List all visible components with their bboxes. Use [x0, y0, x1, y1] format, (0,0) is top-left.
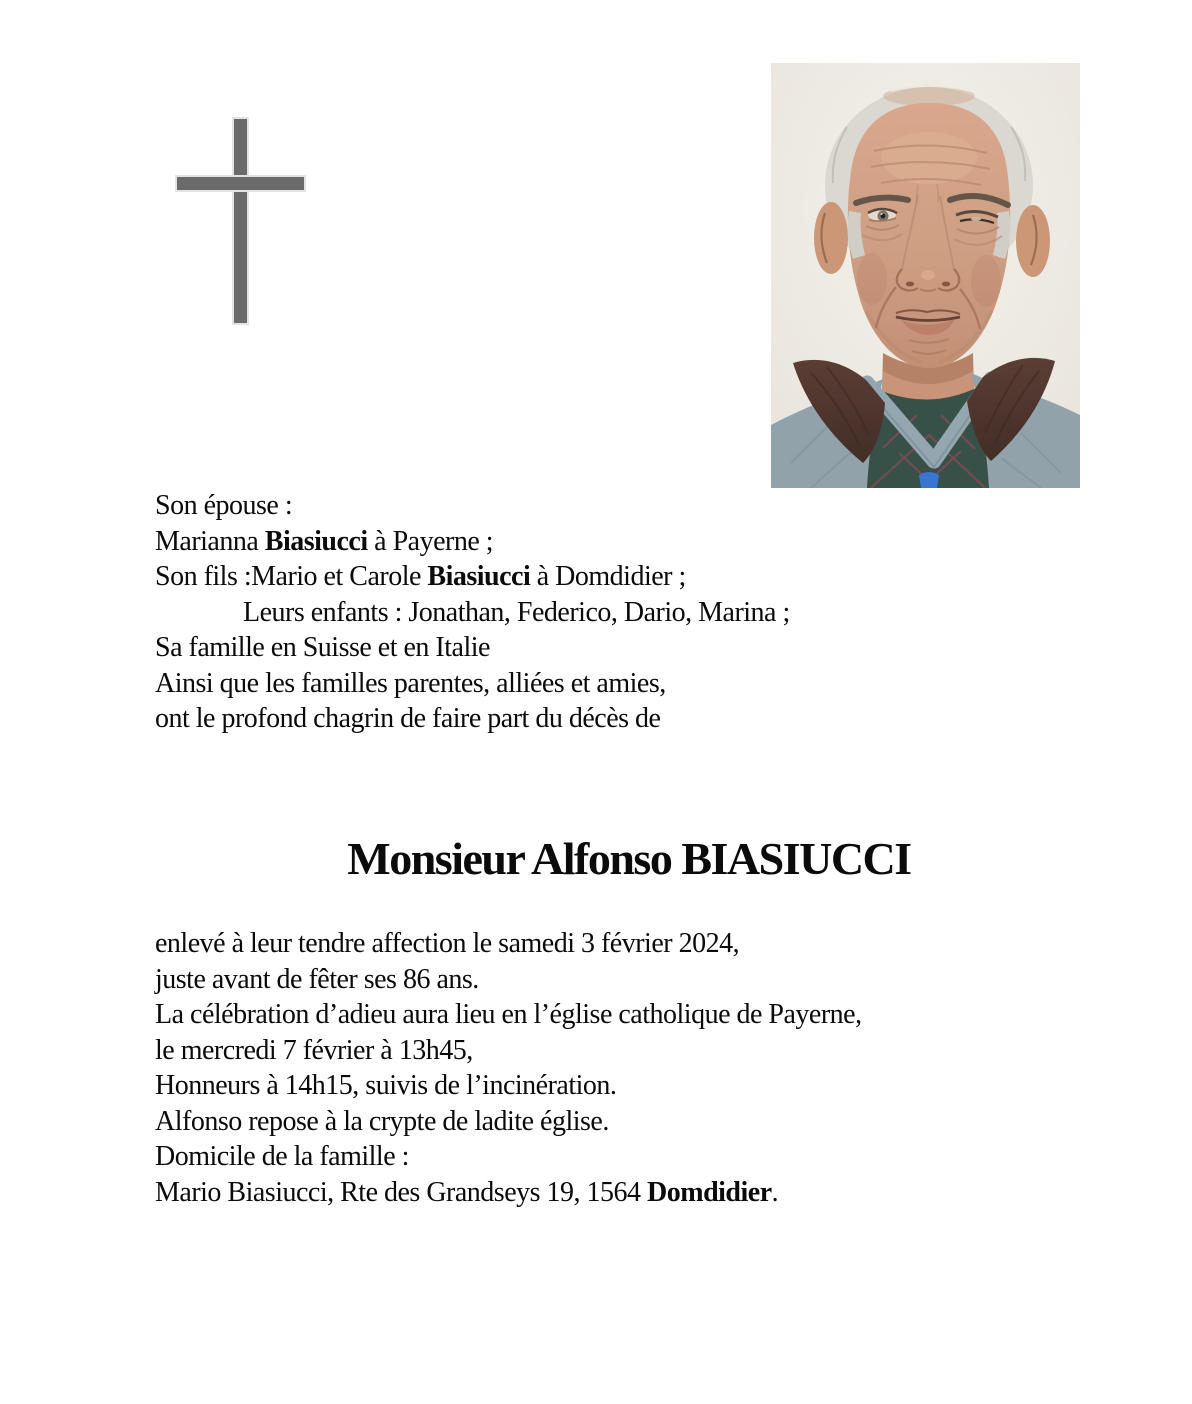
details-line — [155, 1139, 1155, 1175]
text-segment: . — [771, 1176, 779, 1208]
details-line — [155, 1068, 1155, 1104]
family-line — [155, 595, 1095, 631]
bold-text-segment: Biasiucci — [264, 525, 368, 557]
text-segment: Marianna — [155, 525, 265, 557]
text-segment: Ainsi que les familles parentes, alliées et amies, — [155, 667, 666, 699]
details-line — [155, 1033, 1155, 1069]
text-segment: Mario Biasiucci, Rte des Grandseys 19, 1564 — [155, 1176, 648, 1208]
text-segment: à Payerne ; — [367, 525, 494, 557]
portrait-photo — [771, 63, 1080, 488]
details-block — [155, 926, 1155, 1210]
cross-horizontal-bar — [177, 177, 304, 190]
family-line — [155, 488, 1095, 524]
details-line — [155, 1104, 1155, 1140]
text-segment: La célébration d’adieu aura lieu en l’église catholique de Payerne, — [155, 999, 862, 1030]
text-segment: Son épouse : — [155, 490, 293, 521]
details-line — [155, 1175, 1155, 1211]
text-segment: Alfonso repose à la crypte de ladite église. — [155, 1105, 609, 1137]
details-line — [155, 926, 1155, 962]
text-segment: le mercredi 7 février à 13h45, — [155, 1034, 473, 1066]
family-line — [155, 559, 1095, 595]
details-line — [155, 962, 1155, 998]
cross-icon — [155, 100, 365, 335]
text-segment: Son fils :Mario et Carole — [155, 561, 428, 592]
bold-text-segment: Biasiucci — [427, 561, 531, 592]
text-segment: ont le profond chagrin de faire part du décès de — [155, 703, 661, 734]
family-line — [155, 630, 1095, 666]
text-segment: Domicile de la famille : — [155, 1141, 409, 1172]
text-segment: juste avant de fêter ses 86 ans. — [155, 963, 479, 995]
text-segment: Sa famille en Suisse et en Italie — [155, 632, 490, 663]
text-segment: Leurs enfants : Jonathan, Federico, Dario, Marina ; — [243, 596, 790, 628]
text-segment: à Domdidier ; — [530, 561, 686, 592]
bold-text-segment: Domdidier — [647, 1176, 772, 1208]
family-line — [155, 666, 1095, 702]
family-block — [155, 488, 1095, 737]
text-segment: Honneurs à 14h15, suivis de l’incinération. — [155, 1070, 617, 1101]
details-line — [155, 997, 1155, 1033]
family-line — [155, 524, 1095, 560]
deceased-name-title: Monsieur Alfonso BIASIUCCI — [347, 832, 911, 884]
text-segment: enlevé à leur tendre affection le samedi 3 février 2024, — [155, 928, 740, 959]
family-line — [155, 701, 1095, 737]
cross-vertical-bar — [234, 119, 247, 323]
